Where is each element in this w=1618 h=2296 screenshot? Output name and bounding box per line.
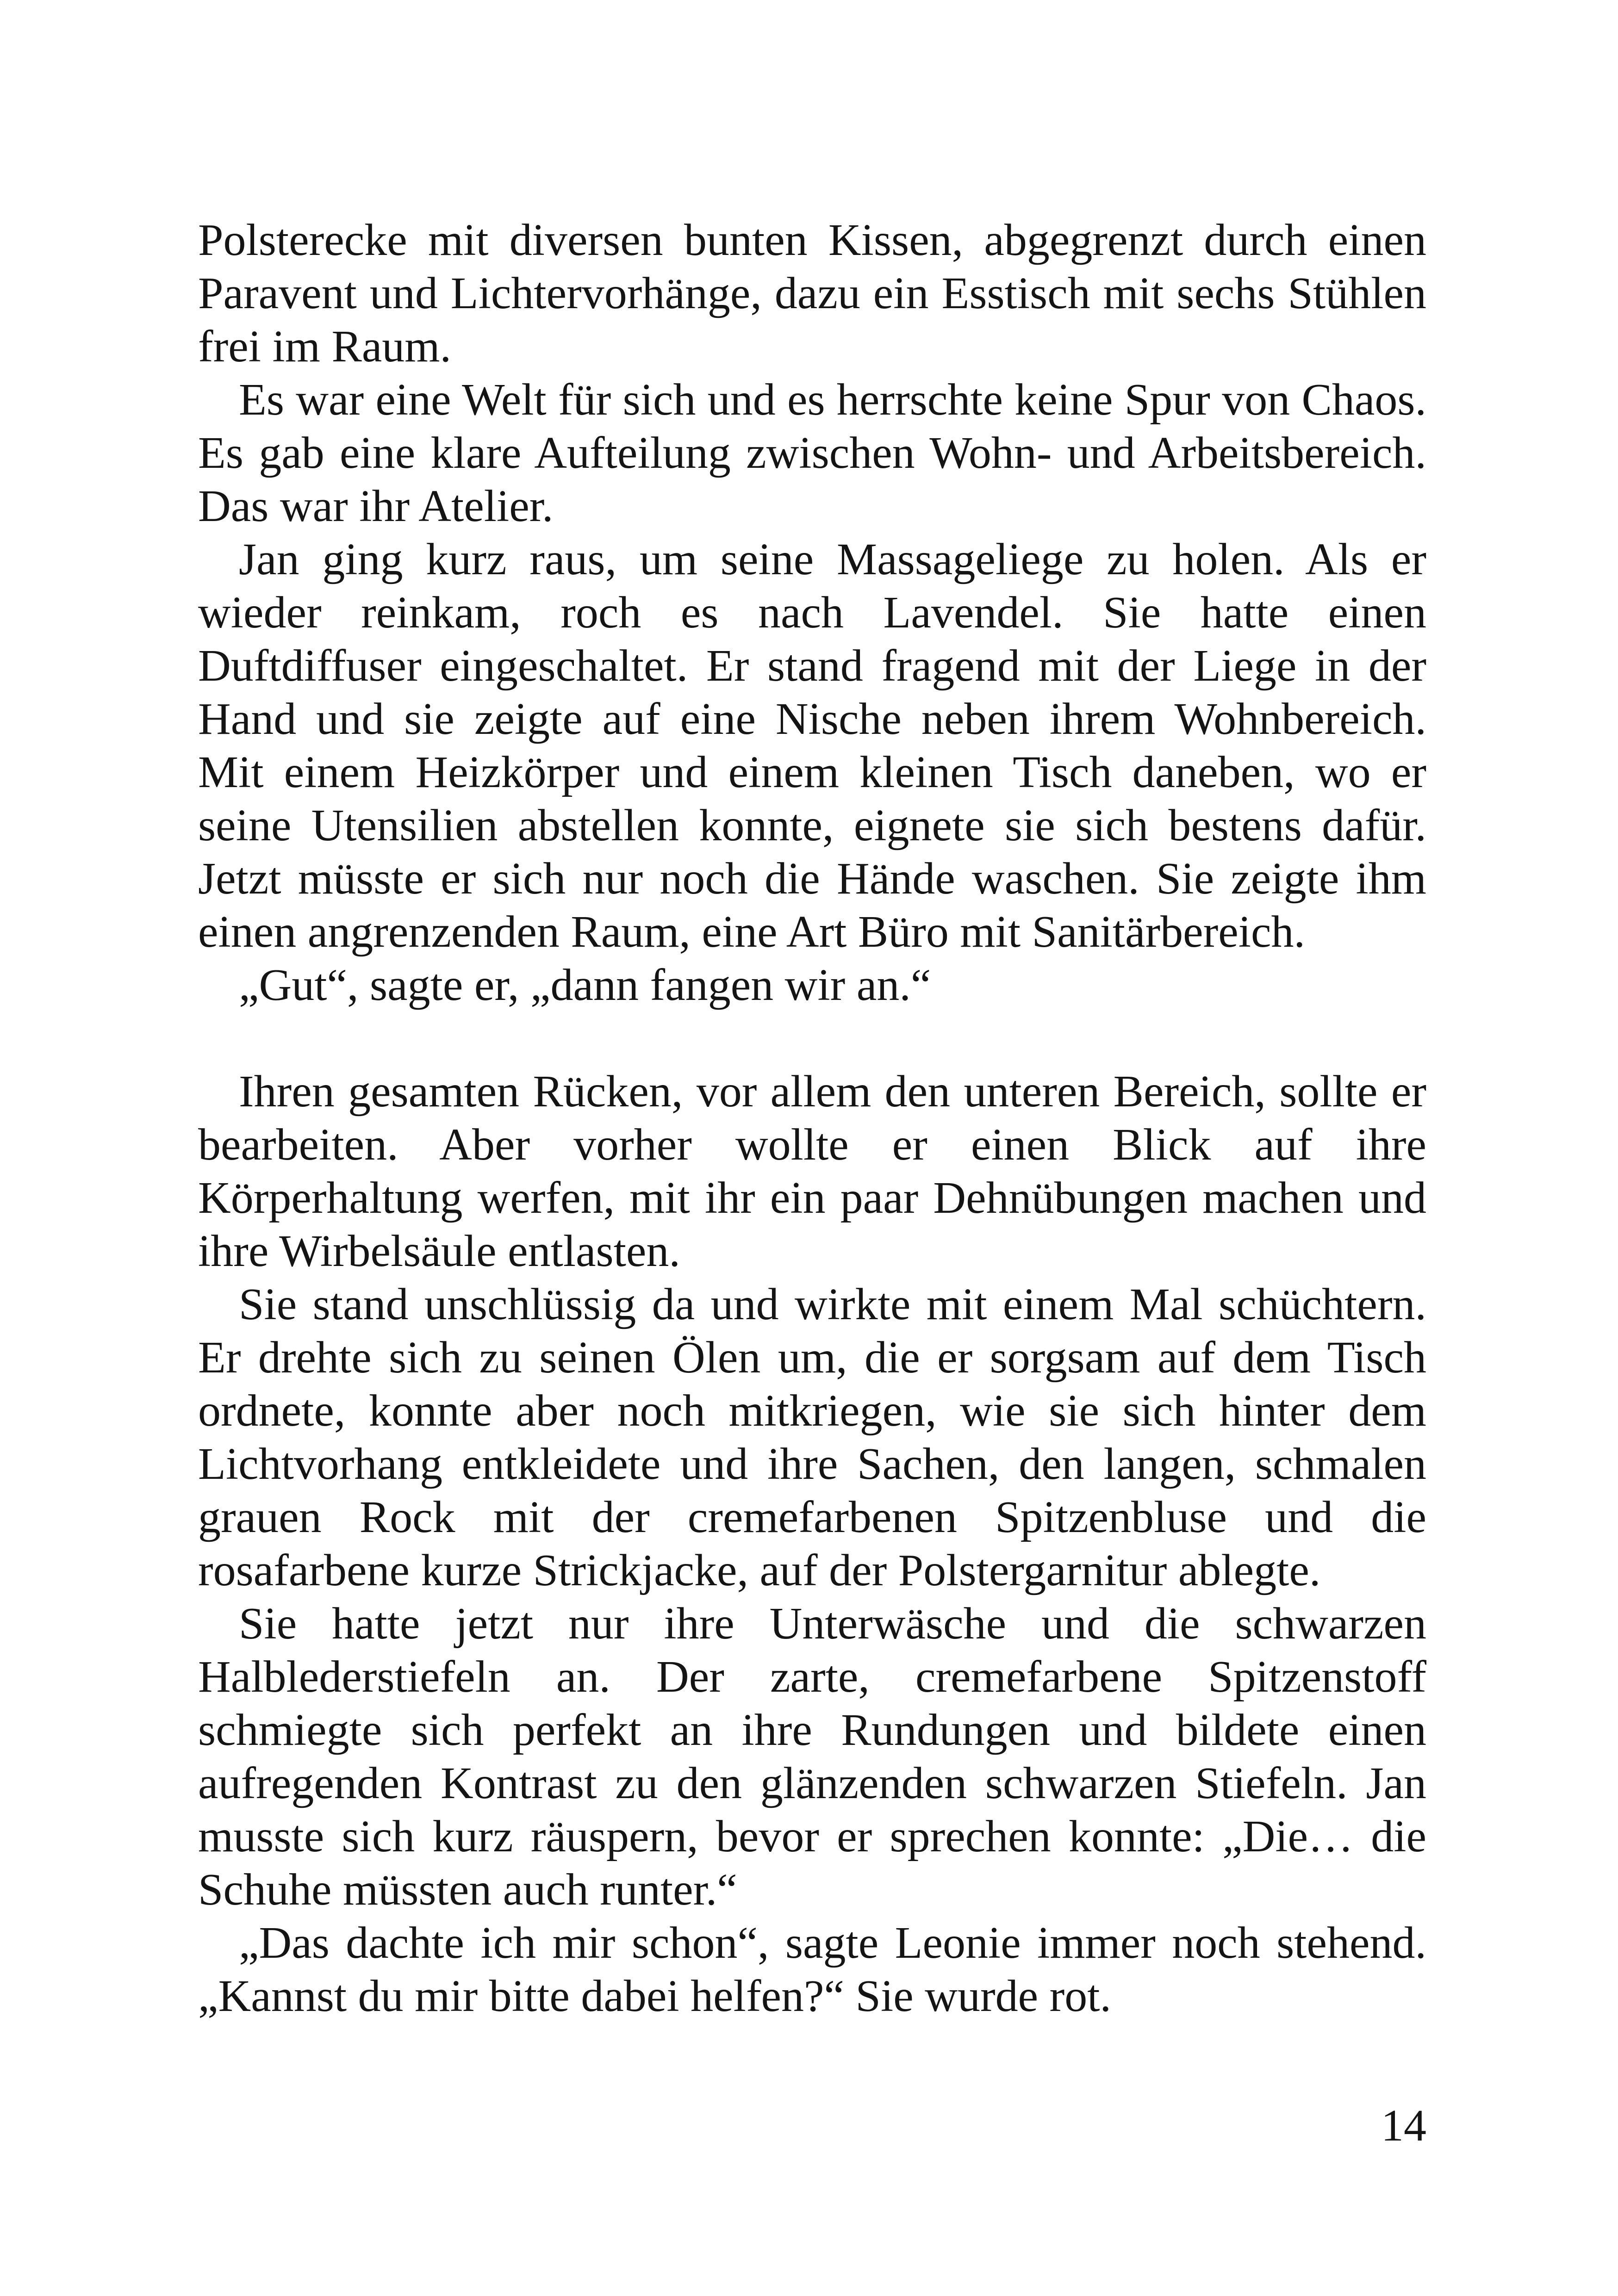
paragraph: Ihren gesamten Rücken, vor allem den unteren Bereich, sollte er bearbeiten. Aber vorher wollte er einen Blick auf ihre Körperhaltung werfen, mit ihr ein paar Dehnübungen machen und ihre Wirbelsäule entlasten. [198,1067,1426,1276]
section-break [198,1012,1426,1065]
paragraph: Sie stand unschlüssig da und wirkte mit einem Mal schüchtern. Er drehte sich zu seinen Ölen um, die er sorgsam auf dem Tisch ordnete, konnte aber noch mitkriegen, wie sie sich hinter dem Lichtvorhang entkleidete und ihre Sachen, den langen, schmalen grauen Rock mit der cremefarbenen Spitzenbluse und die rosafarbene kurze Strickjacke, auf der Polstergarnitur ablegte. [198,1279,1426,1595]
page-number: 14 [1381,2101,1426,2151]
paragraph: „Das dachte ich mir schon“, sagte Leonie immer noch stehend. „Kannst du mir bitte dabei helfen?“ Sie wurde rot. [198,1918,1426,2021]
paragraph: Es war eine Welt für sich und es herrschte keine Spur von Chaos. Es gab eine klare Aufteilung zwischen Wohn- und Arbeitsbereich. Das war ihr Atelier. [198,375,1426,531]
book-page-body [198,214,1426,2023]
paragraph: „Gut“, sagte er, „dann fangen wir an.“ [239,960,931,1010]
paragraph: Sie hatte jetzt nur ihre Unterwäsche und die schwarzen Halblederstiefeln an. Der zarte, cremefarbene Spitzenstoff schmiegte sich perfekt an ihre Rundungen und bildete einen aufregenden Kontrast zu den glänzenden schwarzen Stiefeln. Jan musste sich kurz räuspern, bevor er sprechen konnte: „Die… die Schuhe müssten auch runter.“ [198,1599,1426,1915]
paragraph: Polsterecke mit diversen bunten Kissen, abgegrenzt durch einen Paravent und Lichtervorhänge, dazu ein Esstisch mit sechs Stühlen frei im Raum. [198,215,1426,372]
paragraph: Jan ging kurz raus, um seine Massageliege zu holen. Als er wieder reinkam, roch es nach Lavendel. Sie hatte einen Duftdiffuser eingeschaltet. Er stand fragend mit der Liege in der Hand und sie zeigte auf eine Nische neben ihrem Wohnbereich. Mit einem Heizkörper und einem kleinen Tisch daneben, wo er seine Utensilien abstellen konnte, eignete sie sich bestens dafür. Jetzt müsste er sich nur noch die Hände waschen. Sie zeigte ihm einen angrenzenden Raum, eine Art Büro mit Sanitärbereich. [198,534,1426,957]
